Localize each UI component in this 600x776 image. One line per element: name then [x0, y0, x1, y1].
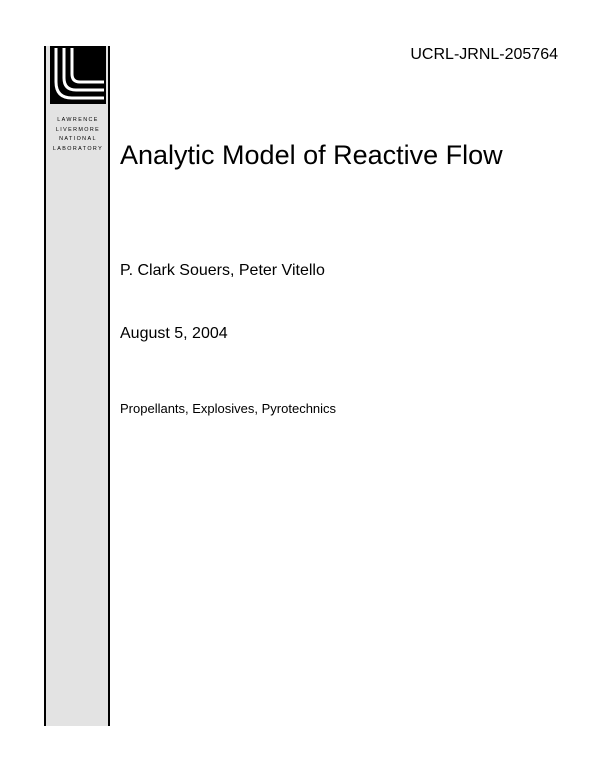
lab-name-line: LIVERMORE: [55, 126, 101, 133]
document-title: Analytic Model of Reactive Flow: [120, 140, 503, 170]
lab-name-line: NATIONAL: [59, 136, 97, 142]
document-date: August 5, 2004: [120, 325, 228, 342]
journal-name: Propellants, Explosives, Pyrotechnics: [120, 401, 337, 416]
lab-name-line: LAWRENCE: [57, 117, 99, 123]
lab-name-line: LABORATORY: [52, 145, 104, 152]
lab-name: [48, 116, 108, 154]
document-authors: P. Clark Souers, Peter Vitello: [120, 262, 325, 279]
llnl-logo-icon: [50, 46, 106, 104]
report-number: UCRL-JRNL-205764: [410, 46, 558, 63]
